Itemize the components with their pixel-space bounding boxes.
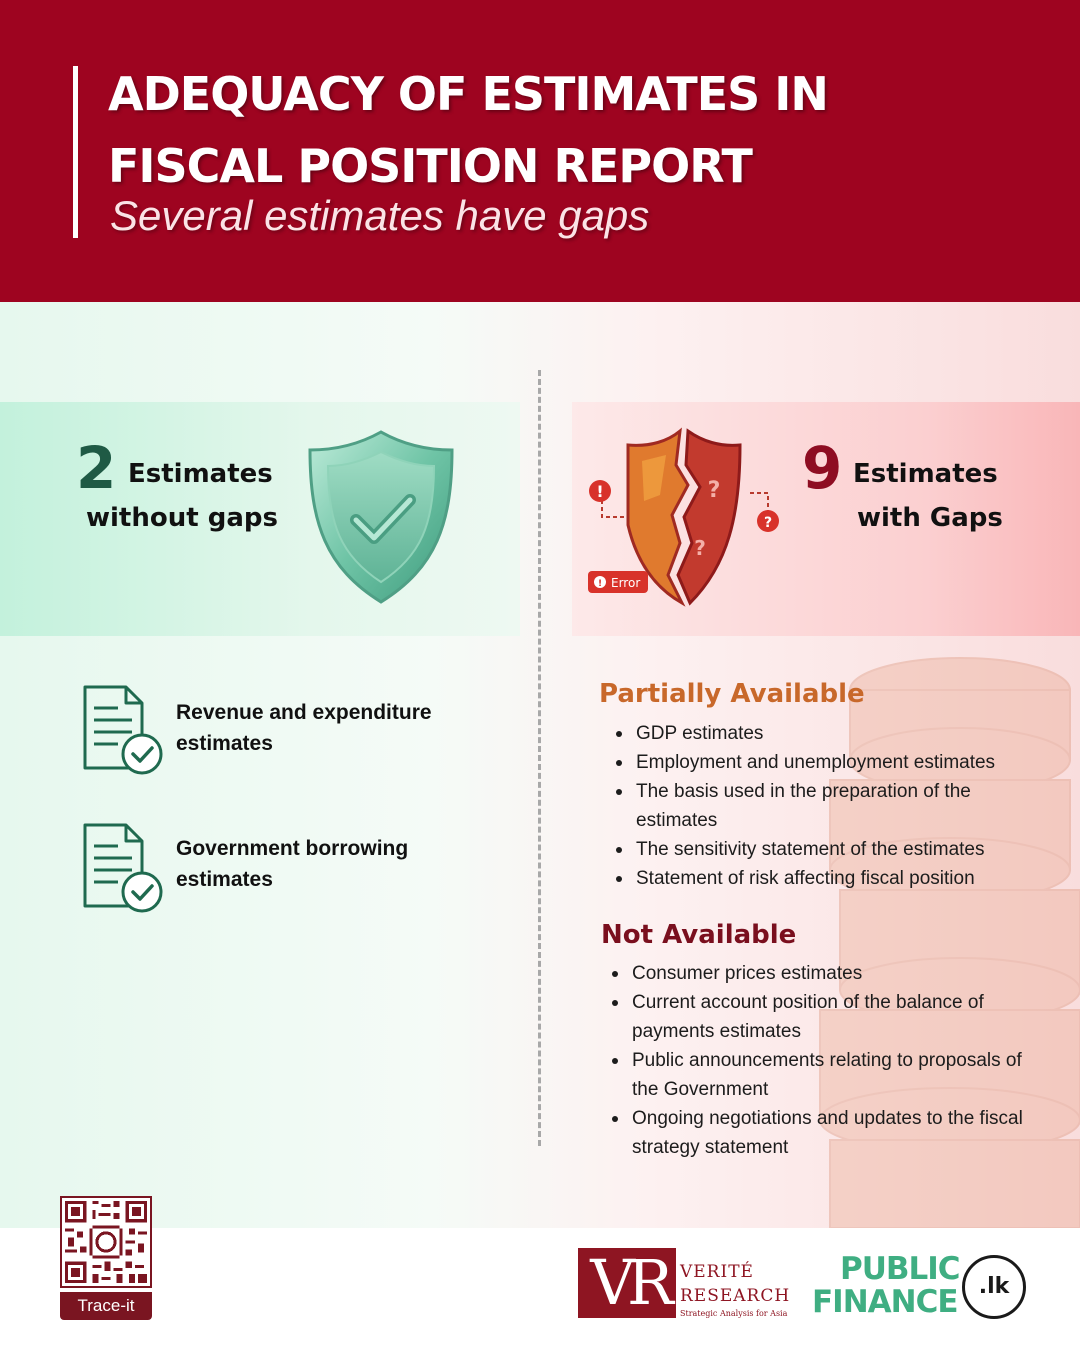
list-item: Consumer prices estimates [608, 959, 1038, 988]
without-gaps-label-1: Estimates [128, 459, 273, 489]
verite-logo-line1: VERITÉ [680, 1262, 754, 1282]
partially-available-list [612, 719, 1052, 893]
count-without-gaps: 2 [76, 434, 117, 502]
list-item: Current account position of the balance of payments estimates [608, 988, 1038, 1046]
with-gaps-label-1: Estimates [853, 459, 998, 489]
svg-text:!: ! [596, 482, 604, 501]
public-finance-logo-line2: FINANCE [812, 1284, 958, 1320]
list-item: Public announcements relating to proposals of the Government [608, 1046, 1038, 1104]
title-line-2: FISCAL POSITION REPORT [108, 139, 752, 193]
public-finance-logo-line1: PUBLIC [840, 1251, 960, 1287]
estimate-item-borrowing [176, 833, 476, 895]
qr-code-icon[interactable] [60, 1196, 152, 1288]
error-badge-label: Error [611, 576, 641, 590]
list-item: Ongoing negotiations and updates to the fiscal strategy statement [608, 1104, 1038, 1162]
document-check-icon [82, 822, 164, 914]
without-gaps-label-2: without gaps [86, 503, 278, 533]
svg-text:?: ? [694, 536, 706, 560]
document-check-icon [82, 684, 164, 776]
not-available-title: Not Available [601, 920, 797, 950]
svg-text:!: ! [597, 579, 603, 589]
svg-text:?: ? [763, 515, 773, 531]
section-divider [538, 370, 541, 1146]
list-item: The basis used in the preparation of the estimates [612, 777, 1052, 835]
partially-available-title: Partially Available [599, 679, 865, 709]
estimate-item-line: Government borrowing [176, 837, 409, 860]
list-item: GDP estimates [612, 719, 1052, 748]
count-with-gaps: 9 [802, 434, 843, 502]
trace-it-label[interactable]: Trace-it [60, 1292, 152, 1320]
estimate-item-line: estimates [176, 732, 273, 755]
list-item: Employment and unemployment estimates [612, 748, 1052, 777]
page-title [108, 58, 1008, 202]
verite-logo-line2: RESEARCH [680, 1286, 791, 1306]
estimate-item-line: Revenue and expenditure [176, 701, 432, 724]
list-item: The sensitivity statement of the estimates [612, 835, 1052, 864]
verite-logo-tagline: Strategic Analysis for Asia [680, 1309, 788, 1318]
header-accent-bar [73, 66, 78, 238]
broken-shield-icon [580, 425, 790, 610]
public-finance-badge-text: .lk [978, 1274, 1010, 1299]
shield-check-icon [306, 428, 456, 606]
with-gaps-label-2: with Gaps [857, 503, 1003, 533]
svg-text:?: ? [707, 478, 721, 503]
not-available-list [608, 959, 1038, 1162]
title-line-1: ADEQUACY OF ESTIMATES IN [108, 67, 828, 121]
verite-logo-mark: VR [590, 1246, 666, 1319]
estimate-item-line: estimates [176, 868, 273, 891]
page-subtitle: Several estimates have gaps [110, 192, 650, 239]
estimate-item-revenue [176, 697, 476, 759]
list-item: Statement of risk affecting fiscal position [612, 864, 1052, 893]
